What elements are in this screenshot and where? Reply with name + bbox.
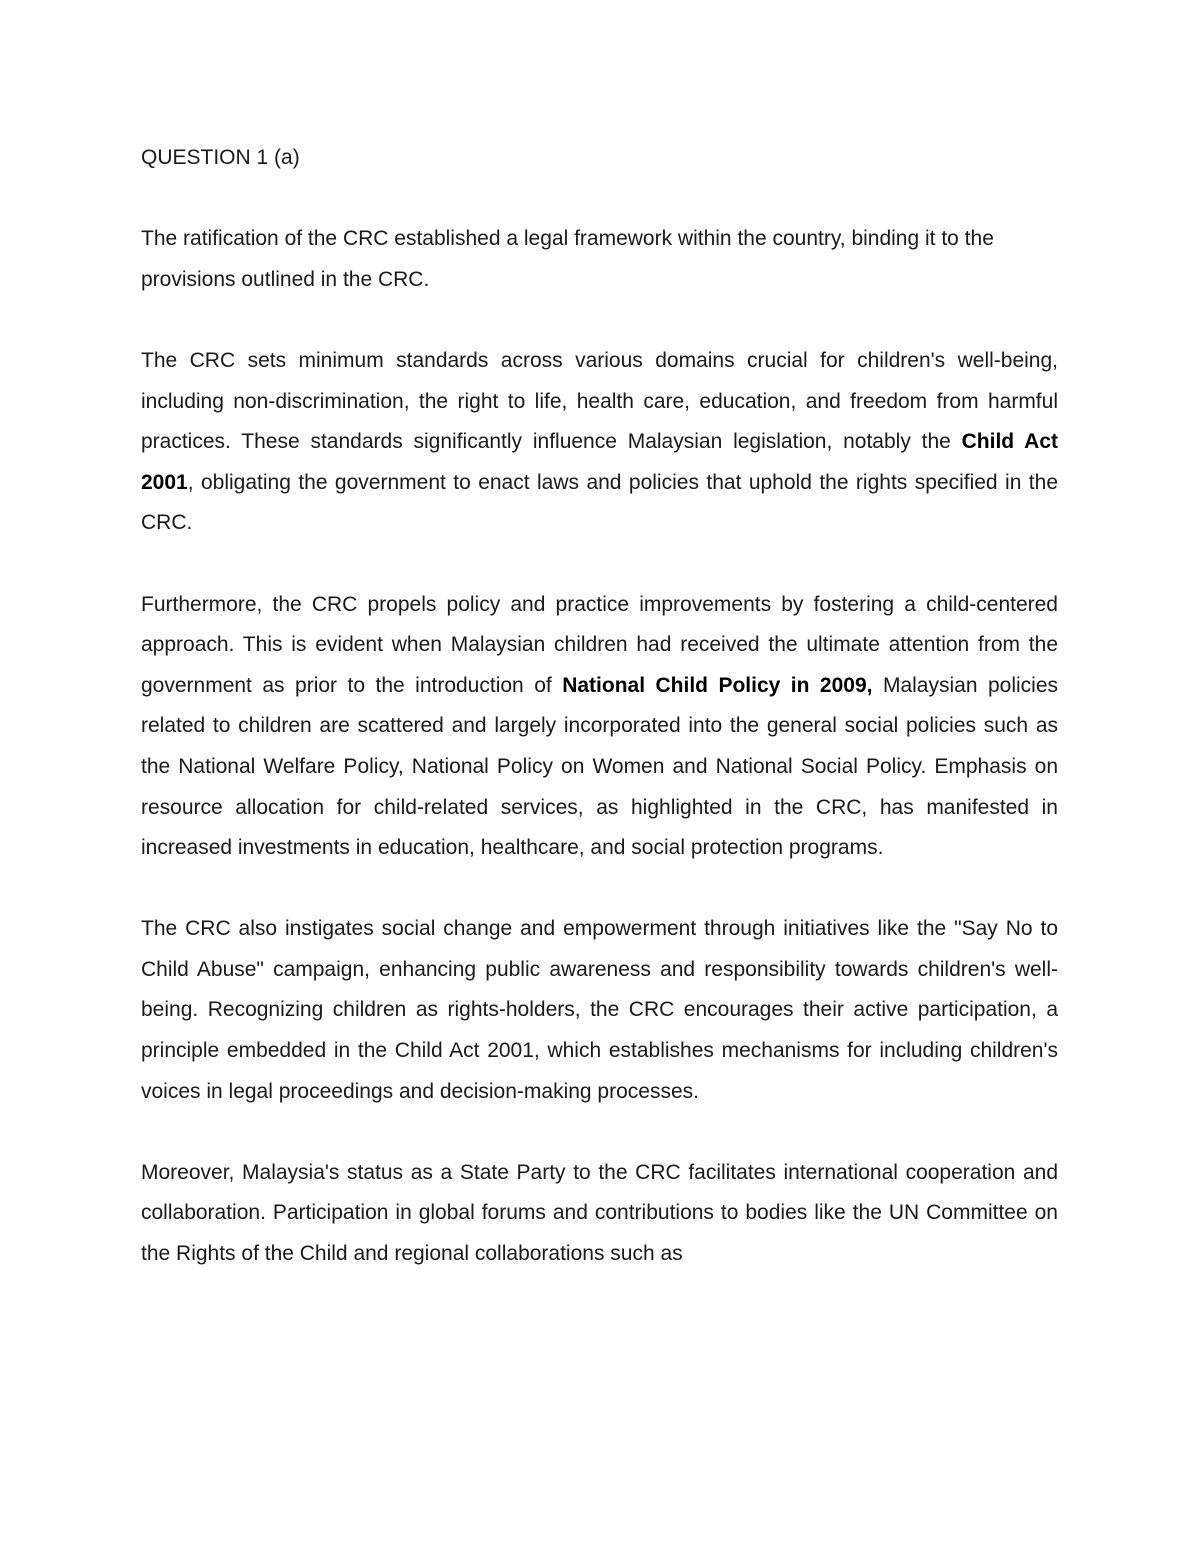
paragraph-text: , obligating the government to enact laws and policies that uphold the rights specified in the CRC. — [141, 470, 1058, 535]
paragraph-international-cooperation: Moreover, Malaysia's status as a State Party to the CRC facilitates international cooperation and collaboration. Participation in global forums and contributions to bodies like the UN Committee on the Rights of the Child and regional collaborations such as — [141, 1160, 1058, 1266]
question-heading: QUESTION 1 (a) — [141, 146, 300, 169]
paragraph-text: Furthermore, the CRC propels policy and practice improvements by fostering a child-centered approach. This is evident when Malaysian children had received the ultimate attention from the government as prior to the introduction of — [141, 592, 1058, 697]
paragraph-minimum-standards — [141, 341, 1058, 544]
paragraph-text: The CRC sets minimum standards across various domains crucial for children's well-being, including non-discrimination, the right to life, health care, education, and freedom from harmful practices. These standards significantly influence Malaysian legislation, notably the — [141, 348, 1058, 454]
document-body — [141, 138, 1058, 1315]
bold-child-act: Child Act 2001 — [141, 430, 1058, 494]
paragraph-ratification: The ratification of the CRC established a legal framework within the country, binding it to the provisions outlined in the CRC. — [141, 227, 994, 291]
paragraph-text: Malaysian policies related to children are scattered and largely incorporated into the general social policies such as the National Welfare Policy, National Policy on Women and National Social Policy. Emphasis on resource allocation for child-related services, as highlighted in the CRC, has manifested in increased investments in education, healthcare, and social protection programs. — [141, 673, 1059, 860]
paragraph-social-change: The CRC also instigates social change and empowerment through initiatives like the "Say No to Child Abuse" campaign, enhancing public awareness and responsibility towards children's well-being. Recognizing children as rights-holders, the CRC encourages their active participation, a principle embedded in the Child Act 2001, which establishes mechanisms for including children's voices in legal proceedings and decision-making processes. — [141, 917, 1058, 1103]
bold-national-child-policy: National Child Policy in 2009, — [562, 673, 873, 697]
paragraph-policy-improvements — [141, 585, 1058, 869]
